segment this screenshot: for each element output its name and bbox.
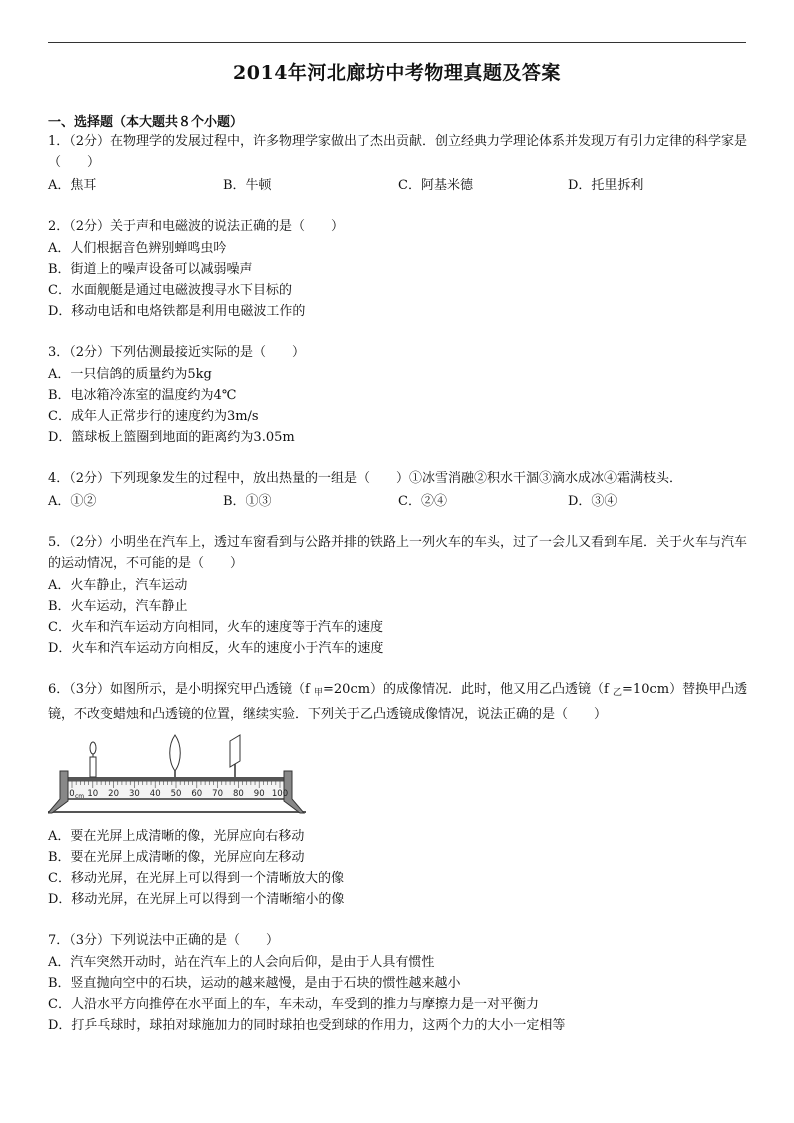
- q5-option-b[interactable]: B．火车运动，汽车静止: [48, 599, 188, 614]
- section-heading: 一、选择题（本大题共８个小题）: [48, 115, 244, 130]
- question-5-stem: 5．（2分）小明坐在汽车上，透过车窗看到与公路并排的铁路上一列火车的车头，过了一会儿又看到车尾．关于火车与汽车的运动情况，不可能的是（ ）: [48, 535, 748, 571]
- scale-tick-label: 10: [87, 789, 99, 799]
- q6-option-d[interactable]: D．移动光屏，在光屏上可以得到一个清晰缩小的像: [48, 892, 345, 907]
- q6-option-c[interactable]: C．移动光屏，在光屏上可以得到一个清晰放大的像: [48, 871, 344, 886]
- q2-option-a[interactable]: A．人们根据音色辨别蝉鸣虫吟: [48, 241, 227, 256]
- question-1-stem: 1．（2分）在物理学的发展过程中，许多物理学家做出了杰出贡献．创立经典力学理论体系并发现万有引力定律的科学家是（ ）: [48, 134, 748, 170]
- q2-option-c[interactable]: C．水面舰艇是通过电磁波搜寻水下目标的: [48, 283, 292, 298]
- q6-sub-yi: 乙: [613, 688, 623, 698]
- scale-tick-label: 20: [108, 789, 120, 799]
- q6-stem-part-c: =10cm）替换甲凸透镜，不改变蜡烛和凸透镜的位置，继续实验．下列关于乙凸透镜成像情况，说法正确的是（ ）: [48, 682, 748, 722]
- q2-option-b[interactable]: B．街道上的噪声设备可以减弱噪声: [48, 262, 253, 277]
- scale-tick-label: 40: [149, 789, 161, 799]
- q7-option-c[interactable]: C．人沿水平方向推停在水平面上的车，车未动，车受到的推力与摩擦力是一对平衡力: [48, 997, 539, 1012]
- bench-rail-top: [64, 777, 288, 781]
- q6-stem-part-b: =20cm）的成像情况．此时，他又用乙凸透镜（f: [323, 682, 614, 697]
- q4-option-d[interactable]: D．③④: [568, 494, 618, 509]
- q5-option-d[interactable]: D．火车和汽车运动方向相反，火车的速度小于汽车的速度: [48, 641, 384, 656]
- scale-tick-label: 30: [128, 789, 140, 799]
- q6-option-b[interactable]: B．要在光屏上成清晰的像，光屏应向左移动: [48, 850, 305, 865]
- scale-tick-label: 80: [232, 789, 244, 799]
- q1-option-b[interactable]: B．牛顿: [223, 178, 272, 193]
- q3-option-b[interactable]: B．电冰箱冷冻室的温度约为4℃: [48, 388, 237, 403]
- q3-option-a[interactable]: A．一只信鸽的质量约为5kg: [48, 367, 212, 382]
- q6-option-a[interactable]: A．要在光屏上成清晰的像，光屏应向右移动: [48, 829, 305, 844]
- question-6-stem: [48, 679, 748, 725]
- candle: [90, 742, 96, 777]
- q1-option-d[interactable]: D．托里拆利: [568, 178, 644, 193]
- q4-option-a[interactable]: A．①②: [48, 494, 97, 509]
- convex-lens: [170, 735, 181, 777]
- question-4-stem: 4．（2分）下列现象发生的过程中，放出热量的一组是（ ）①冰雪消融②积水干涸③滴水成冰④霜满枝头．: [48, 471, 683, 486]
- question-7-stem: 7．（3分）下列说法中正确的是（ ）: [48, 933, 280, 948]
- question-3-stem: 3．（2分）下列估测最接近实际的是（ ）: [48, 345, 306, 360]
- q3-option-d[interactable]: D．篮球板上篮圈到地面的距离约为3.05m: [48, 430, 295, 445]
- q2-option-d[interactable]: D．移动电话和电烙铁都是利用电磁波工作的: [48, 304, 306, 319]
- q3-option-c[interactable]: C．成年人正常步行的速度约为3m/s: [48, 409, 259, 424]
- scale-tick-label: 90: [253, 789, 265, 799]
- bench-left-support: [48, 771, 68, 813]
- q4-option-b[interactable]: B．①③: [223, 494, 272, 509]
- q7-option-d[interactable]: D．打乒乓球时，球拍对球施加力的同时球拍也受到球的作用力，这两个力的大小一定相等: [48, 1018, 566, 1033]
- bench-base: [48, 811, 306, 813]
- scale-tick-label: 70: [212, 789, 224, 799]
- question-2-stem: 2．（2分）关于声和电磁波的说法正确的是（ ）: [48, 219, 345, 234]
- light-screen: [230, 735, 240, 777]
- q5-option-c[interactable]: C．火车和汽车运动方向相同，火车的速度等于汽车的速度: [48, 620, 383, 635]
- question-4-options: [48, 490, 748, 511]
- q7-option-a[interactable]: A．汽车突然开动时，站在汽车上的人会向后仰，是由于人具有惯性: [48, 955, 435, 970]
- flame-icon: [90, 742, 96, 754]
- scale-tick-label: 50: [170, 789, 182, 799]
- q5-option-a[interactable]: A．火车静止，汽车运动: [48, 578, 188, 593]
- q7-option-b[interactable]: B．竖直抛向空中的石块，运动的越来越慢，是由于石块的惯性越来越小: [48, 976, 461, 991]
- q1-option-a[interactable]: A．焦耳: [48, 178, 97, 193]
- scale-tick-label: 60: [191, 789, 203, 799]
- header-rule: [48, 42, 746, 43]
- scale-tick-label: 100: [271, 789, 289, 799]
- scale-tick-label: 0: [69, 789, 75, 799]
- page-title: 2014年河北廊坊中考物理真题及答案: [233, 62, 561, 84]
- q1-option-c[interactable]: C．阿基米德: [398, 178, 473, 193]
- question-1-options: [48, 174, 748, 195]
- scale-unit-label: cm: [75, 793, 85, 800]
- q6-sub-jia: 甲: [314, 688, 324, 698]
- q6-stem-part-a: 6．（3分）如图所示，是小明探究甲凸透镜（f: [48, 682, 314, 697]
- optical-bench-figure: [48, 733, 308, 817]
- q4-option-c[interactable]: C．②④: [398, 494, 447, 509]
